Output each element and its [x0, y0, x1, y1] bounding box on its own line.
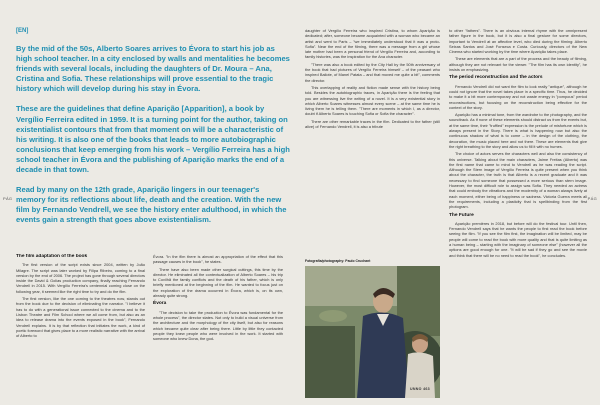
- page-folio: UNNO 463: [410, 387, 430, 391]
- column-evora: [153, 254, 283, 394]
- body-paragraph: Aparição premières in 2018, but before will do the festival tour. Until then, Fernando Vendrell says that he wants the people to first read the book before seeing the film. "If you see the film first, the imagination will be limited, may be people will come to read the book with more quality and that is quite limiting as a human being – starting with the imaginary of someone else" (however all the options are good enough for one. "It will be sad if they go and see the movie and think that there will be no need to read the book", he concludes.: [449, 220, 587, 258]
- lead-paragraph-2: These are the guidelines that define Aparição [Apparition], a book by Vergílio Ferreira edited in 1959. It is a turning point for the author, taking on existentialist contours that from that moment on will be a characteristic of his writing. It is also one of the books that leads to more autobiographic conclusions that keep emerging from his work – Vergílio Ferreira has a high school teacher in Évora and the publishing of Aparição marks the end of a decade in that town.: [16, 104, 290, 175]
- section-heading-film-adaptation: The film adaptation of the book: [16, 254, 88, 259]
- body-paragraph: There have also been made other surgical cuttings, this time by the director. He eliminated all the contextualization of Alberto Soares – his trip to Covilhã the family conflicts and the death of his father, which is only briefly mentioned at the beginning of the film. He wanted to focus just on the exploration of the drama occurred in Évora, which is, on its own, already quite strong.: [153, 266, 283, 299]
- lead-text: [16, 44, 290, 236]
- body-paragraph: This overlapping of reality and fiction made sense with the history being told. Besides the autobiographic traces, in Aparição there is the feeling that you are witnessing live the writing of a novel. It is a very existential story in which Alberto Soares witnesses almost every scene – at the same time he is living them he is telling them. "There are moments in which I, as a director, doubt if Alberto Soares is touching Sofia or Sofia the character".: [305, 84, 440, 117]
- section-heading-period-reconstruction: The period reconstruction and the actors: [449, 75, 543, 81]
- column-period-and-future: [449, 28, 587, 396]
- film-still-photo: [305, 266, 440, 398]
- body-paragraph: Aparição has a minimal tone, from the wardrobe to the photography, and the soundtrack. As if none of these elements should distract us from the events but, at the same time, their "truffled" expression is the prelude of misfortune which is always present in the Story. There is what is happening now but also the continuous shadow of what is to come – in the design of the clothing, the decoration, the music placed here and not there. These are elements that give the right breathing to the story and allow us to fill it with no humes.: [449, 112, 587, 149]
- section-heading-evora: Évora: [153, 301, 167, 307]
- body-paragraph: These are elements that are a part of the process and the beauty of filming, although they are not relevant for the viewer. "The film has its own identity", he insists on emphasizing.: [449, 56, 587, 73]
- column-reality-fiction: [305, 28, 440, 253]
- body-paragraph: The first version of the script exists since 2004, written by João Milagre. The script was later worked by Filipa Ribeiro, coming to a final version by the end of 2006. The project has gone through several directors inside the David & Golias production company, finally reaching Fernando Vendrell in 2015. With Vergílio Ferreira's centennial coming close on the following year, it seemed like the right time to try and do the film.: [16, 262, 145, 294]
- page-number-right: PÁG: [587, 196, 597, 201]
- section-heading-future: The Future: [449, 212, 474, 218]
- body-paragraph: "The decision to take the production to Évora was fundamental for the whole process", the director states. Not only to build a visual universe from the architecture and the morphology of the city itself, but also for reasons which became quite clear after being there. Little by little they contacted people they knew people who were involved in the work. It started with someone who knew Dona, the god-: [153, 309, 283, 342]
- body-paragraph: to other "fathers". There is an obvious internal rhyme with the omnipresent father figure in the book, but it is also a final gesture for some directors, important to Vendrell at an affective level, who died during the filming: Alberto Seixas Santos and José Fonseca e Costa. Curiously, directors of the New Cinema who started working by the time where Aparição takes place.: [449, 28, 587, 55]
- body-paragraph: The first version, like the one coming to the theatres now, stands out from the book due to the decision of eliminating the narrator. "I believe it has to do with a generational issue connected to the cinema and to the Lisbon Theatre and Film School where we all come from, but also as an idea to release drama into the events exposed in the book", Fernando Vendrell explains. It is by that reflection that initiates the work, a kind of poetic foreword that gives place to a more realistic narrative with the arrival of Alberto to: [16, 296, 145, 339]
- body-paragraph: The choice of actors serves the characters well and also the consistency of this universe. Talking about the main characters, Jaime Freitas (Alberto) was the first name that came to mind to Vendrell as he was reading the script. Although the Stern image of Vergílio Ferreira is quite present when you think about the character, the truth is that Alberto is a recent graduate and it was necessary to find someone that possessed a more serious than stern image. However, the most difficult role to assign was Sofia. They needed an actress that could embody the vibrations and the modernity of a woman always lively at each moment, either being of happiness or sadness. Victoria Guerra meets all the requirements, including a plasticity that is spellbinding from the first photogram.: [449, 151, 587, 210]
- body-paragraph: "There was also a book edited by the City Hall by the 50th anniversary of the book that had pictures of Vergílio Ferreira himself – of the peasant who inspired Bailote, of Manel Patata – and that moved me quite a bit", comments the director.: [305, 61, 440, 83]
- lead-paragraph-3: Read by many on the 12th grade, Aparição lingers in our teenager's memory for its reflections about life, death and the creation. With the new film by Fernando Vendrell, we see the history enter adulthood, in which the events gain a strength that goes above existentialism.: [16, 185, 287, 225]
- body-paragraph: There are other remarkable traces in the film. Dedicated to the father (still alive) of Fernando Vendrell, it is also a tribute: [305, 118, 440, 130]
- body-paragraph: Évora. "In the film there is almost an appropriation of the effect that this passage causes in the book", he states.: [153, 254, 283, 265]
- page-number-left: PÁG: [3, 196, 13, 201]
- body-paragraph: daughter of Vergílio Ferreira who inspired Cristina, to whom Aparição is dedicated; after, someone became acquainted with a woman who became an artist and went to Paris – "we immediately understood that it was a proto-Sofia". Near the end of the filming, there was a message from a girl whose late mother had been a personal friend of Vergílio Ferreira and, according to family histories, was the inspiration for the Ana character.: [305, 28, 440, 60]
- photo-credit: Fotografia/photography: Paulo Cruchant: [305, 259, 371, 263]
- column-film-adaptation: [16, 254, 145, 394]
- language-tag: [EN]: [16, 28, 29, 34]
- body-paragraph: Fernando Vendrell did not want the film to look really "antique", although he could not ignore that the novel takes place in a specific time. Thus, he decided to make it a bit more contemporary and not waste energy in "pompous" period reconstructions, but focusing on the reconstruction being effective for the context of the story.: [449, 83, 587, 110]
- lead-paragraph-1: By the mid of the 50s, Alberto Soares arrives to Évora to start his job as high school teacher. In a city enclosed by walls and mentalities he becomes friends with several locals, including the daughters of Dr. Moura – Ana, Cristina and Sofia. These relationships will prove essential to the tragic history which will develop during his stay in Évora.: [16, 44, 290, 94]
